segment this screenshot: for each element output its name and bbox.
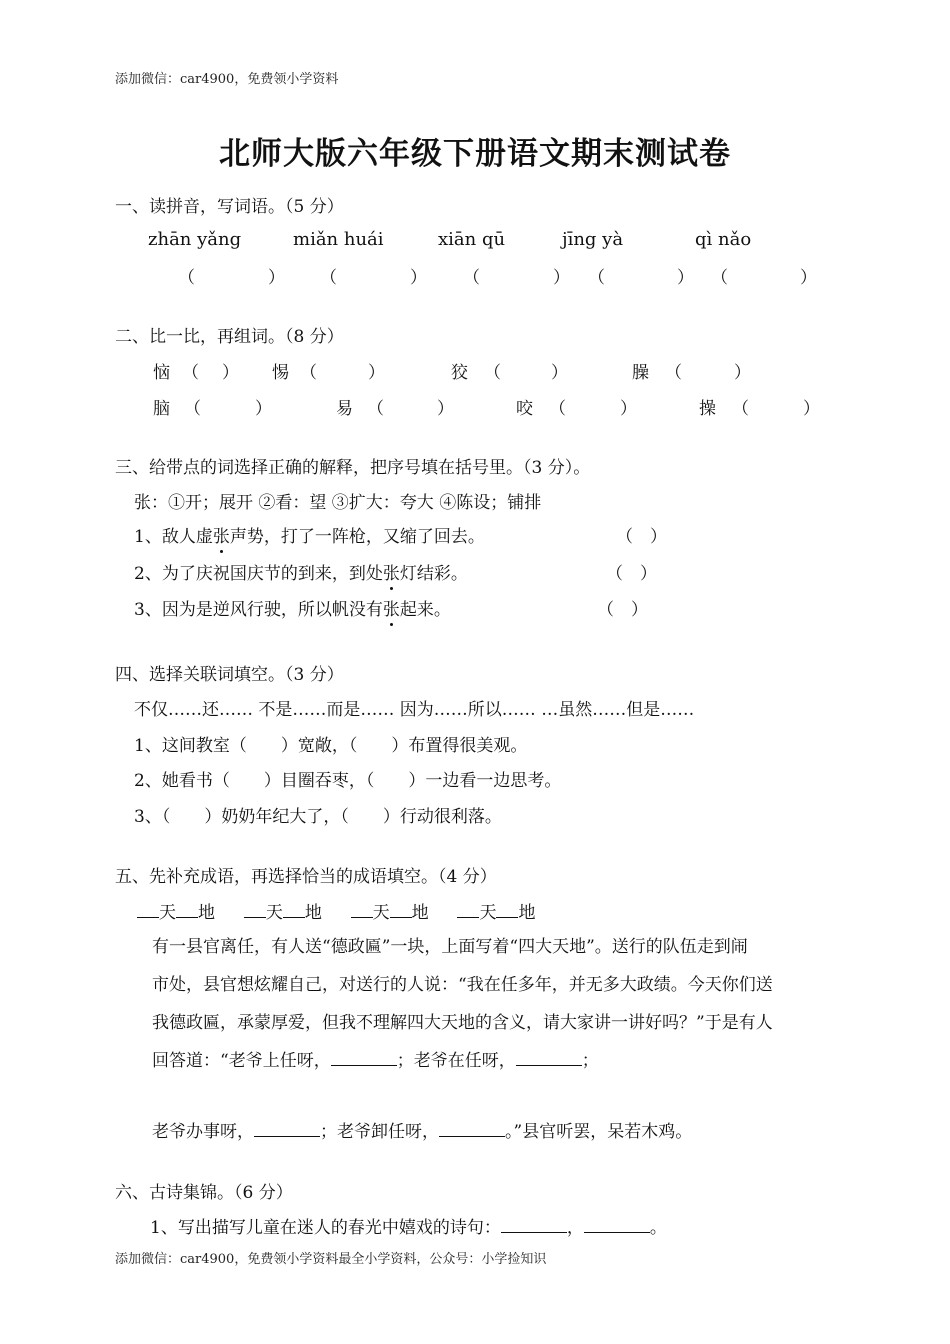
story-line-2: 市处，县官想炫耀自己，对送行的人说：“我在任多年，并无多大政绩。今天你们送 [152,975,773,995]
story-text: ；老爷在任呀， [396,1051,516,1071]
pinyin-2: miǎn huái [293,229,384,250]
compare-char: 脑 [153,399,170,419]
answer-paren-open-3: （ [463,268,480,288]
compare-char: 恼 [153,363,170,383]
blank[interactable] [331,1064,397,1066]
dotted-char: 张 [383,559,400,584]
question-4-2: 2、她看书（ ）目圈吞枣，（ ）一边看一边思考。 [134,771,562,791]
story-text: ；老爷卸任呀， [320,1122,439,1142]
dotted-char: 张 [213,522,230,547]
answer-paren-close-3: ） [553,268,570,288]
pinyin-3: xiān qū [438,229,506,250]
story-text: 。”县官听罢，呆若木鸡。 [505,1122,693,1142]
blank[interactable] [501,1231,567,1233]
blank[interactable] [584,1231,650,1233]
answer-paren-close-1: ） [268,268,285,288]
answer-paren-open-5: （ [711,268,728,288]
blank[interactable] [516,1064,582,1066]
idiom-char: 天 [265,903,283,923]
question-text: 1、敌人虚 [134,527,213,547]
compare-paren-open: （ [182,363,199,383]
blank[interactable] [176,916,198,918]
story-text: ； [581,1051,599,1071]
compare-paren-open: （ [484,363,501,383]
blank[interactable] [496,916,518,918]
dotted-char: 张 [383,595,400,620]
section-2-heading: 二、比一比，再组词。（8 分） [115,327,344,347]
compare-char: 惕 [272,363,289,383]
compare-paren-close: ） [368,363,385,383]
compare-paren-close: ） [620,399,637,419]
compare-paren-close: ） [437,399,454,419]
question-text: 声势，打了一阵枪，又缩了回去。 [229,527,485,547]
compare-paren-close: ） [255,399,272,419]
blank[interactable] [254,1135,320,1137]
idiom-char: 天 [479,903,497,923]
section-6-heading: 六、古诗集锦。（6 分） [115,1183,293,1203]
answer-paren: （ ） [616,527,667,547]
answer-paren-open-1: （ [178,268,195,288]
answer-paren-open-4: （ [588,268,605,288]
story-line-5 [152,1117,692,1142]
page-title: 北师大版六年级下册语文期末测试卷 [219,136,731,172]
idiom-char: 地 [411,903,429,923]
blank[interactable] [283,916,305,918]
compare-paren-open: （ [732,399,749,419]
answer-paren-open-2: （ [320,268,337,288]
word-meanings: 张：①开；展开 ②看：望 ③扩大：夸大 ④陈设；铺排 [134,493,542,513]
answer-paren-close-5: ） [800,268,817,288]
question-3-3 [134,595,451,620]
idiom-char: 天 [372,903,390,923]
answer-paren-close-4: ） [677,268,694,288]
question-6-1 [150,1213,667,1238]
blank[interactable] [457,916,479,918]
idiom-char: 地 [518,903,536,923]
question-text: 灯结彩。 [399,564,468,584]
question-text: 起来。 [399,600,451,620]
section-3-heading: 三、给带点的词选择正确的解释，把序号填在括号里。（3 分）。 [115,458,591,478]
idiom-blanks [137,898,535,923]
compare-char: 操 [699,399,716,419]
story-line-3: 我德政匾，承蒙厚爱，但我不理解四大天地的含义，请大家讲一讲好吗？”于是有人 [152,1013,773,1033]
idiom-char: 天 [159,903,176,923]
story-text: 老爷办事呀， [152,1122,254,1142]
blank[interactable] [439,1135,505,1137]
question-text: 3、因为是逆风行驶，所以帆没有 [134,600,383,620]
pinyin-1: zhān yǎng [148,229,242,250]
story-line-1: 有一县官离任，有人送“德政匾”一块，上面写着“四大天地”。送行的队伍走到闹 [152,937,748,957]
question-3-1 [134,522,485,547]
compare-paren-open: （ [184,399,201,419]
compare-char: 易 [336,399,353,419]
compare-paren-open: （ [300,363,317,383]
question-text: ， [566,1218,584,1238]
compare-char: 咬 [516,399,533,419]
compare-paren-open: （ [367,399,384,419]
blank[interactable] [390,916,412,918]
answer-paren-close-2: ） [410,268,427,288]
compare-char: 臊 [632,363,649,383]
story-text: 回答道：“老爷上任呀， [152,1051,331,1071]
blank[interactable] [351,916,373,918]
compare-paren-close: ） [551,363,568,383]
question-text: 2、为了庆祝国庆节的到来，到处 [134,564,383,584]
answer-paren: （ ） [597,600,648,620]
question-3-2 [134,559,468,584]
idiom-char: 地 [198,903,215,923]
compare-paren-open: （ [665,363,682,383]
section-4-heading: 四、选择关联词填空。（3 分） [115,665,344,685]
question-4-1: 1、这间教室（ ）宽敞，（ ）布置得很美观。 [134,736,528,756]
question-text: 。 [649,1218,667,1238]
pinyin-5: qì nǎo [695,229,752,250]
pinyin-4: jīng yà [562,229,624,250]
compare-paren-close: ） [222,363,239,383]
story-line-4 [152,1046,599,1071]
compare-paren-close: ） [734,363,751,383]
section-1-heading: 一、读拼音，写词语。（5 分） [115,197,344,217]
idiom-char: 地 [304,903,322,923]
compare-paren-open: （ [549,399,566,419]
header-note: 添加微信：car4900，免费领小学资料 [115,72,339,87]
compare-char: 狡 [451,363,468,383]
section-5-heading: 五、先补充成语，再选择恰当的成语填空。（4 分） [115,867,497,887]
conjunction-options: 不仅……还…… 不是……而是…… 因为……所以…… …虽然……但是…… [134,700,695,720]
question-4-3: 3、（ ）奶奶年纪大了，（ ）行动很利落。 [134,807,502,827]
question-text: 1、写出描写儿童在迷人的春光中嬉戏的诗句： [150,1218,501,1238]
blank[interactable] [137,916,159,918]
compare-paren-close: ） [803,399,820,419]
answer-paren: （ ） [606,564,657,584]
footer-note: 添加微信：car4900，免费领小学资料最全小学资料，公众号：小学捡知识 [115,1252,547,1267]
blank[interactable] [244,916,266,918]
